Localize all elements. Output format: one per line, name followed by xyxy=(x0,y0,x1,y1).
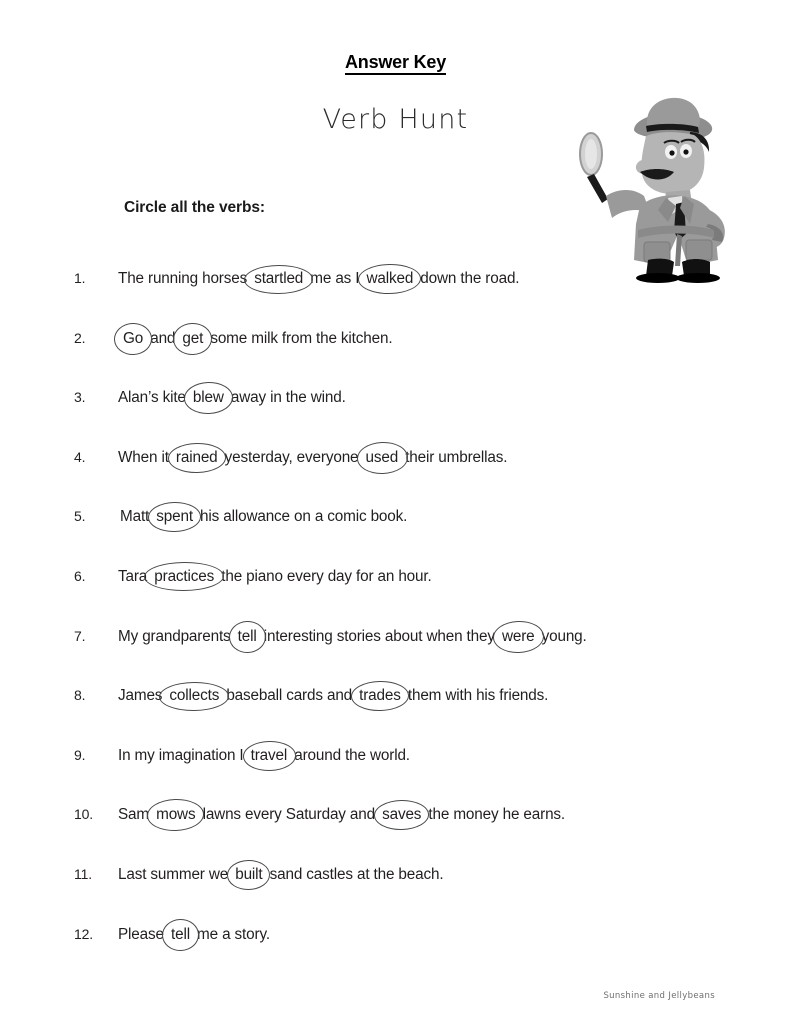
circled-verb[interactable]: get xyxy=(179,330,206,348)
circled-verb[interactable]: tell xyxy=(168,926,193,944)
question-row xyxy=(0,687,791,747)
sentence-text: young. xyxy=(537,627,587,645)
question-sentence xyxy=(118,926,270,944)
question-sentence xyxy=(118,866,443,884)
sentence-text: Please xyxy=(118,925,168,943)
circled-verb[interactable]: travel xyxy=(248,747,291,765)
sentence-text: their umbrellas. xyxy=(401,448,508,466)
question-sentence xyxy=(120,508,407,526)
question-row xyxy=(0,389,791,449)
sentence-text: some milk from the kitchen. xyxy=(206,329,393,347)
sentence-text: and xyxy=(146,329,180,347)
circled-verb[interactable]: used xyxy=(363,449,402,467)
sentence-text: the money he earns. xyxy=(424,806,566,824)
sentence-text: Last summer we xyxy=(118,865,233,883)
sentence-text: me as I xyxy=(306,270,364,287)
question-sentence xyxy=(118,389,346,407)
question-sentence xyxy=(118,687,548,705)
circled-verb[interactable]: saves xyxy=(379,806,424,824)
footer-credit: Sunshine and Jellybeans xyxy=(603,991,715,1001)
sentence-text: down the road. xyxy=(416,270,520,287)
circled-verb[interactable]: built xyxy=(232,866,265,884)
question-row xyxy=(0,449,791,509)
sentence-text: Alan’s kite xyxy=(118,389,190,407)
circled-verb[interactable]: rained xyxy=(173,449,221,467)
question-number: 10. xyxy=(74,806,94,823)
answer-key-heading xyxy=(0,52,791,73)
sentence-text: interesting stories about when they xyxy=(259,627,499,645)
sentence-text: sand castles at the beach. xyxy=(265,865,444,883)
circled-verb[interactable]: startled xyxy=(251,270,306,288)
sentence-text: his allowance on a comic book. xyxy=(195,508,408,526)
sentence-text: lawns every Saturday and xyxy=(198,806,380,824)
question-number: 8. xyxy=(74,687,86,704)
question-row xyxy=(0,628,791,688)
instruction-text: Circle all the verbs: xyxy=(124,199,265,216)
sentence-text: away in the wind. xyxy=(226,389,346,407)
question-row xyxy=(0,508,791,568)
circled-verb[interactable]: Go xyxy=(120,330,146,348)
question-number: 3. xyxy=(74,389,86,406)
circled-verb[interactable]: collects xyxy=(166,687,222,705)
circled-verb[interactable]: mows xyxy=(153,806,198,824)
sentence-text: me a story. xyxy=(192,925,270,943)
question-number: 11. xyxy=(74,865,92,882)
question-number: 4. xyxy=(74,448,86,465)
question-number: 2. xyxy=(74,329,86,346)
sentence-text: Tara xyxy=(118,567,152,585)
question-row xyxy=(0,330,791,390)
sentence-text: baseball cards and xyxy=(222,687,357,705)
question-row xyxy=(0,926,791,986)
circled-verb[interactable]: trades xyxy=(356,687,404,705)
sentence-text: them with his friends. xyxy=(403,687,549,705)
circled-verb[interactable]: practices xyxy=(151,568,217,586)
circled-verb[interactable]: walked xyxy=(363,270,416,288)
detective-icon xyxy=(578,84,728,284)
circled-verb[interactable]: blew xyxy=(190,389,227,407)
sentence-text: In my imagination I xyxy=(118,746,248,764)
question-sentence xyxy=(118,747,410,765)
question-row xyxy=(0,806,791,866)
page-title: Verb Hunt xyxy=(322,104,469,135)
question-sentence xyxy=(118,568,432,586)
question-sentence xyxy=(118,270,519,288)
question-row xyxy=(0,866,791,926)
sentence-text: When it xyxy=(118,448,173,466)
sentence-text: My grandparents xyxy=(118,627,235,645)
sentence-text: Sam xyxy=(118,806,154,824)
question-number: 9. xyxy=(74,746,86,763)
sentence-text: yesterday, everyone xyxy=(220,448,363,466)
question-number: 1. xyxy=(74,270,86,286)
question-sentence xyxy=(118,449,507,467)
sentence-text: The running horses xyxy=(118,270,252,287)
sentence-text: around the world. xyxy=(290,746,410,764)
question-row xyxy=(0,270,791,330)
magnifying-glass-icon xyxy=(580,133,608,203)
circled-verb[interactable]: were xyxy=(499,628,538,646)
question-sentence xyxy=(120,330,392,348)
sentence-text: Matt xyxy=(120,508,154,526)
circled-verb[interactable]: tell xyxy=(235,628,260,646)
question-number: 5. xyxy=(74,508,86,525)
question-number: 7. xyxy=(74,627,86,644)
question-row xyxy=(0,747,791,807)
sentence-text: the piano every day for an hour. xyxy=(217,567,432,585)
answer-key-label: Answer Key xyxy=(345,52,446,75)
question-list xyxy=(0,270,791,985)
question-number: 6. xyxy=(74,567,86,584)
question-sentence xyxy=(118,806,565,824)
circled-verb[interactable]: spent xyxy=(153,508,196,526)
question-row xyxy=(0,568,791,628)
sentence-text: James xyxy=(118,687,167,705)
question-sentence xyxy=(118,628,587,646)
question-number: 12. xyxy=(74,925,94,942)
